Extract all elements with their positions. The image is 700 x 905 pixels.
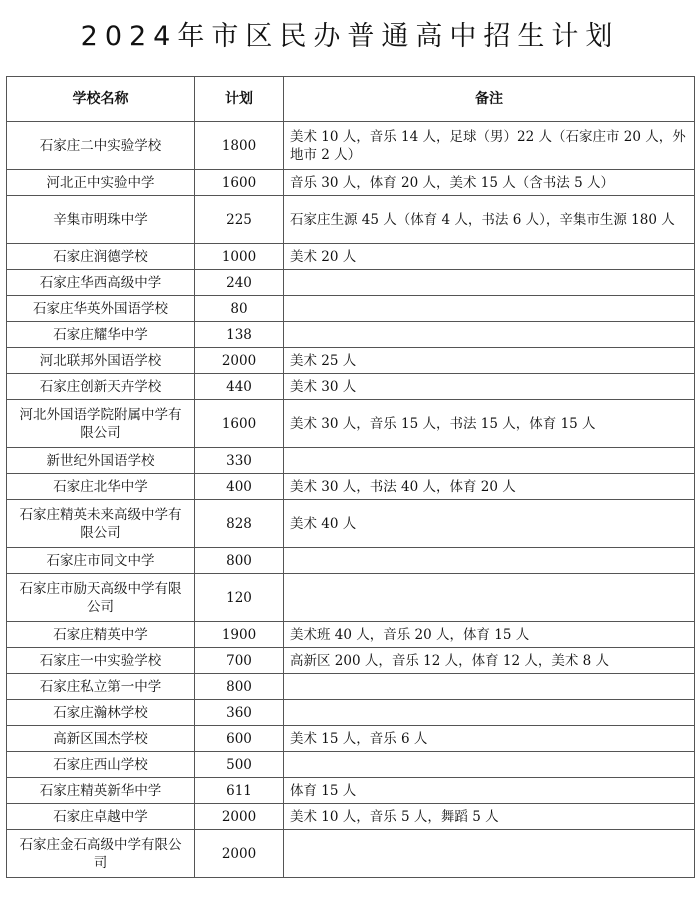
- school-name-cell: 石家庄金石高级中学有限公司: [7, 830, 195, 878]
- header-note: 备注: [284, 77, 695, 122]
- note-cell: 美术 40 人: [284, 500, 695, 548]
- school-name-cell: 石家庄华西高级中学: [7, 270, 195, 296]
- school-name-cell: 石家庄私立第一中学: [7, 674, 195, 700]
- table-row: [7, 296, 695, 322]
- note-cell: 美术 20 人: [284, 244, 695, 270]
- plan-cell: 2000: [195, 804, 284, 830]
- plan-cell: 225: [195, 196, 284, 244]
- school-name-cell: 石家庄精英新华中学: [7, 778, 195, 804]
- plan-cell: 80: [195, 296, 284, 322]
- school-name-cell: 石家庄一中实验学校: [7, 648, 195, 674]
- plan-cell: 1600: [195, 170, 284, 196]
- note-cell: [284, 674, 695, 700]
- header-school-name: 学校名称: [7, 77, 195, 122]
- school-name-cell: 新世纪外国语学校: [7, 448, 195, 474]
- school-name-cell: 石家庄市励天高级中学有限公司: [7, 574, 195, 622]
- table-row: [7, 700, 695, 726]
- school-name-cell: 石家庄市同文中学: [7, 548, 195, 574]
- plan-cell: 240: [195, 270, 284, 296]
- plan-cell: 800: [195, 674, 284, 700]
- plan-cell: 1800: [195, 122, 284, 170]
- plan-cell: 440: [195, 374, 284, 400]
- note-cell: 高新区 200 人，音乐 12 人，体育 12 人，美术 8 人: [284, 648, 695, 674]
- plan-cell: 700: [195, 648, 284, 674]
- table-row: [7, 752, 695, 778]
- note-cell: [284, 574, 695, 622]
- table-header-row: [7, 77, 695, 122]
- note-cell: [284, 270, 695, 296]
- note-cell: [284, 548, 695, 574]
- plan-cell: 330: [195, 448, 284, 474]
- plan-cell: 360: [195, 700, 284, 726]
- plan-cell: 1900: [195, 622, 284, 648]
- table-row: [7, 448, 695, 474]
- note-cell: 美术 25 人: [284, 348, 695, 374]
- table-row: [7, 574, 695, 622]
- school-name-cell: 石家庄西山学校: [7, 752, 195, 778]
- plan-cell: 1000: [195, 244, 284, 270]
- table-row: [7, 648, 695, 674]
- plan-cell: 500: [195, 752, 284, 778]
- table-row: [7, 348, 695, 374]
- plan-cell: 611: [195, 778, 284, 804]
- school-name-cell: 石家庄华英外国语学校: [7, 296, 195, 322]
- table-row: [7, 548, 695, 574]
- table-row: [7, 622, 695, 648]
- plan-cell: 1600: [195, 400, 284, 448]
- note-cell: 美术 30 人，书法 40 人，体育 20 人: [284, 474, 695, 500]
- plan-cell: 120: [195, 574, 284, 622]
- plan-cell: 800: [195, 548, 284, 574]
- table-row: [7, 500, 695, 548]
- school-name-cell: 石家庄北华中学: [7, 474, 195, 500]
- school-name-cell: 石家庄卓越中学: [7, 804, 195, 830]
- note-cell: 石家庄生源 45 人（体育 4 人，书法 6 人），辛集市生源 180 人: [284, 196, 695, 244]
- note-cell: 美术班 40 人，音乐 20 人，体育 15 人: [284, 622, 695, 648]
- school-name-cell: 石家庄瀚林学校: [7, 700, 195, 726]
- school-name-cell: 石家庄创新天卉学校: [7, 374, 195, 400]
- table-row: [7, 674, 695, 700]
- plan-cell: 2000: [195, 830, 284, 878]
- table-row: [7, 804, 695, 830]
- note-cell: 美术 10 人，音乐 5 人，舞蹈 5 人: [284, 804, 695, 830]
- table-row: [7, 170, 695, 196]
- school-name-cell: 石家庄耀华中学: [7, 322, 195, 348]
- note-cell: [284, 296, 695, 322]
- table-row: [7, 400, 695, 448]
- table-row: [7, 196, 695, 244]
- school-name-cell: 辛集市明珠中学: [7, 196, 195, 244]
- note-cell: [284, 448, 695, 474]
- note-cell: 音乐 30 人，体育 20 人，美术 15 人（含书法 5 人）: [284, 170, 695, 196]
- school-name-cell: 石家庄精英未来高级中学有限公司: [7, 500, 195, 548]
- plan-cell: 400: [195, 474, 284, 500]
- school-name-cell: 河北外国语学院附属中学有限公司: [7, 400, 195, 448]
- table-row: [7, 244, 695, 270]
- enrollment-table: [6, 76, 695, 878]
- plan-cell: 138: [195, 322, 284, 348]
- school-name-cell: 河北正中实验中学: [7, 170, 195, 196]
- note-cell: 美术 10 人，音乐 14 人，足球（男）22 人（石家庄市 20 人，外地市 2 人）: [284, 122, 695, 170]
- note-cell: [284, 830, 695, 878]
- table-row: [7, 122, 695, 170]
- plan-cell: 2000: [195, 348, 284, 374]
- table-row: [7, 270, 695, 296]
- header-plan: 计划: [195, 77, 284, 122]
- table-row: [7, 322, 695, 348]
- note-cell: 美术 15 人，音乐 6 人: [284, 726, 695, 752]
- plan-cell: 600: [195, 726, 284, 752]
- table-row: [7, 726, 695, 752]
- note-cell: 美术 30 人: [284, 374, 695, 400]
- note-cell: 体育 15 人: [284, 778, 695, 804]
- plan-cell: 828: [195, 500, 284, 548]
- note-cell: [284, 700, 695, 726]
- table-row: [7, 830, 695, 878]
- school-name-cell: 高新区国杰学校: [7, 726, 195, 752]
- school-name-cell: 石家庄二中实验学校: [7, 122, 195, 170]
- note-cell: [284, 752, 695, 778]
- page-title: 2024年市区民办普通高中招生计划: [80, 21, 620, 52]
- school-name-cell: 河北联邦外国语学校: [7, 348, 195, 374]
- note-cell: 美术 30 人，音乐 15 人，书法 15 人，体育 15 人: [284, 400, 695, 448]
- note-cell: [284, 322, 695, 348]
- table-row: [7, 778, 695, 804]
- school-name-cell: 石家庄精英中学: [7, 622, 195, 648]
- table-row: [7, 474, 695, 500]
- school-name-cell: 石家庄润德学校: [7, 244, 195, 270]
- table-row: [7, 374, 695, 400]
